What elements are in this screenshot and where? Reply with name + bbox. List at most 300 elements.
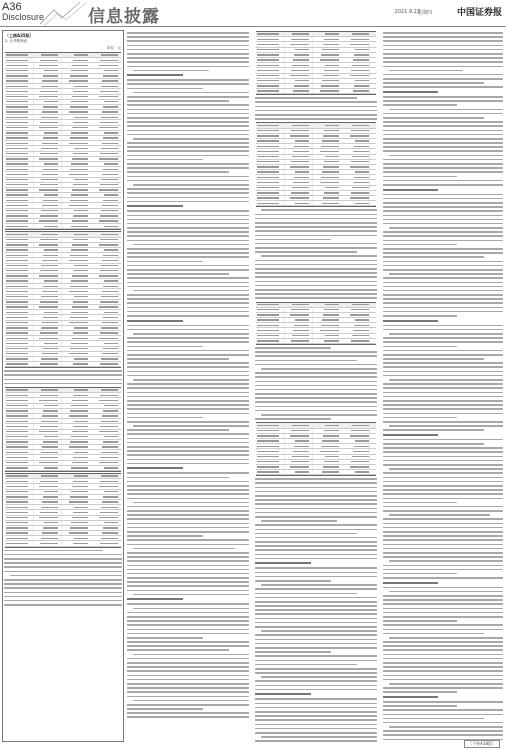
text-line bbox=[383, 150, 503, 152]
text-line bbox=[255, 512, 377, 514]
text-block bbox=[255, 567, 377, 690]
table-cell bbox=[99, 244, 118, 245]
text-line bbox=[255, 597, 377, 599]
table-cell bbox=[73, 301, 88, 302]
text-line bbox=[383, 400, 503, 402]
text-line bbox=[255, 260, 377, 262]
text-line bbox=[255, 97, 357, 99]
text-line bbox=[127, 573, 249, 575]
financial-table bbox=[256, 122, 376, 207]
table-cell bbox=[325, 304, 339, 305]
table-cell bbox=[103, 317, 118, 318]
table-cell bbox=[73, 153, 88, 154]
text-line bbox=[261, 584, 377, 586]
text-block bbox=[383, 32, 503, 88]
table-cell bbox=[257, 182, 279, 183]
table-cell bbox=[41, 327, 58, 328]
text-line bbox=[127, 637, 203, 639]
text-line bbox=[383, 311, 503, 313]
table-cell bbox=[6, 163, 28, 164]
table-cell bbox=[73, 363, 88, 364]
table-cell bbox=[353, 90, 369, 91]
table-cell bbox=[42, 501, 58, 502]
table-cell bbox=[257, 90, 279, 91]
text-line bbox=[4, 571, 122, 573]
table-cell bbox=[104, 163, 118, 164]
table-cell bbox=[99, 275, 118, 276]
text-line bbox=[255, 567, 377, 569]
table-cell bbox=[101, 210, 118, 211]
table-cell bbox=[101, 452, 118, 453]
table-cell bbox=[6, 220, 28, 221]
table-cell bbox=[99, 220, 118, 221]
issue-date: 2021.9.23 bbox=[394, 9, 420, 15]
text-line bbox=[255, 698, 377, 700]
text-line bbox=[383, 142, 503, 144]
text-line bbox=[127, 113, 249, 115]
table-cell bbox=[257, 49, 279, 50]
table-cell bbox=[257, 430, 279, 431]
table-cell bbox=[73, 543, 88, 544]
table-cell bbox=[294, 54, 309, 55]
text-line bbox=[127, 493, 249, 495]
table-cell bbox=[6, 517, 28, 518]
text-line bbox=[383, 404, 503, 406]
table-cell bbox=[41, 296, 58, 297]
sub-heading bbox=[383, 189, 438, 191]
table-cell bbox=[257, 330, 279, 331]
text-line bbox=[255, 239, 331, 241]
table-cell bbox=[42, 415, 58, 416]
table-cell bbox=[6, 184, 28, 185]
table-cell bbox=[6, 54, 28, 55]
table-cell bbox=[74, 538, 88, 539]
text-line bbox=[383, 61, 503, 63]
table-cell bbox=[100, 481, 118, 482]
text-line bbox=[127, 311, 249, 313]
table-cell bbox=[257, 335, 279, 336]
text-line bbox=[255, 626, 377, 628]
table-cell bbox=[295, 319, 309, 320]
table-cell bbox=[6, 158, 28, 159]
table-cell bbox=[6, 491, 28, 492]
table-cell bbox=[6, 137, 28, 138]
table-cell bbox=[39, 244, 58, 245]
sub-heading bbox=[255, 562, 311, 564]
text-line bbox=[255, 668, 377, 670]
text-line bbox=[383, 184, 503, 186]
table-cell bbox=[101, 86, 118, 87]
table-cell bbox=[351, 161, 369, 162]
text-line bbox=[127, 438, 249, 440]
table-row bbox=[5, 466, 121, 471]
decorative-lines-icon bbox=[40, 0, 90, 26]
table-cell bbox=[355, 440, 369, 441]
table-cell bbox=[104, 467, 118, 468]
text-line bbox=[255, 106, 377, 108]
text-line bbox=[127, 481, 249, 483]
text-line bbox=[127, 358, 229, 360]
text-line bbox=[127, 670, 249, 672]
table-cell bbox=[100, 239, 118, 240]
text-line bbox=[255, 393, 377, 395]
table-cell bbox=[293, 151, 309, 152]
text-line bbox=[389, 379, 503, 381]
text-line bbox=[389, 333, 503, 335]
table-cell bbox=[320, 151, 339, 152]
text-line bbox=[127, 629, 249, 631]
table-cell bbox=[71, 70, 88, 71]
table-cell bbox=[322, 203, 339, 204]
text-line bbox=[127, 61, 249, 63]
table-cell bbox=[102, 260, 118, 261]
text-line bbox=[383, 616, 503, 618]
table-row bbox=[256, 423, 376, 428]
table-cell bbox=[39, 400, 58, 401]
table-cell bbox=[290, 435, 309, 436]
text-line bbox=[383, 472, 503, 474]
text-line bbox=[255, 276, 377, 278]
text-line bbox=[383, 282, 503, 284]
table-cell bbox=[104, 491, 118, 492]
text-line bbox=[255, 651, 331, 653]
text-line bbox=[383, 573, 457, 575]
text-line bbox=[133, 654, 249, 656]
table-cell bbox=[69, 415, 88, 416]
text-line bbox=[127, 658, 249, 660]
text-line bbox=[127, 341, 249, 343]
table-cell bbox=[257, 166, 279, 167]
table-cell bbox=[322, 319, 339, 320]
table-cell bbox=[71, 522, 88, 523]
text-line bbox=[383, 523, 503, 525]
text-line bbox=[255, 601, 377, 603]
table-cell bbox=[72, 127, 88, 128]
sub-heading bbox=[127, 598, 183, 600]
table-cell bbox=[100, 153, 118, 154]
table-cell bbox=[40, 270, 58, 271]
table-cell bbox=[6, 543, 28, 544]
text-line bbox=[255, 609, 377, 611]
table-cell bbox=[323, 44, 339, 45]
table-cell bbox=[257, 146, 279, 147]
table-cell bbox=[74, 234, 88, 235]
text-line bbox=[383, 460, 503, 462]
text-line bbox=[127, 433, 249, 435]
table-cell bbox=[71, 132, 88, 133]
table-cell bbox=[71, 343, 88, 344]
text-line bbox=[383, 265, 503, 267]
table-cell bbox=[72, 486, 88, 487]
table-cell bbox=[291, 430, 309, 431]
issue-weekday: 星期四 bbox=[416, 10, 432, 16]
table-cell bbox=[322, 440, 339, 441]
text-line bbox=[4, 374, 122, 376]
table-cell bbox=[42, 80, 58, 81]
table-row bbox=[5, 484, 121, 489]
table-cell bbox=[294, 177, 309, 178]
text-line bbox=[127, 683, 249, 685]
table-cell bbox=[69, 532, 88, 533]
text-line bbox=[255, 660, 377, 662]
table-cell bbox=[325, 65, 339, 66]
text-line bbox=[383, 670, 503, 672]
table-cell bbox=[353, 330, 369, 331]
table-cell bbox=[70, 348, 88, 349]
text-line bbox=[127, 704, 249, 706]
table-cell bbox=[42, 111, 58, 112]
text-line bbox=[383, 235, 503, 237]
table-cell bbox=[42, 446, 58, 447]
text-line bbox=[127, 498, 249, 500]
table-cell bbox=[6, 306, 28, 307]
text-line bbox=[383, 194, 503, 196]
table-cell bbox=[6, 286, 28, 287]
table-row bbox=[256, 449, 376, 454]
text-block bbox=[383, 439, 503, 579]
text-line bbox=[383, 599, 503, 601]
text-line bbox=[127, 83, 249, 85]
text-line bbox=[127, 294, 249, 296]
table-cell bbox=[43, 410, 58, 411]
table-cell bbox=[6, 421, 28, 422]
table-unit: 单位：元 bbox=[107, 46, 121, 50]
table-row bbox=[5, 172, 121, 177]
text-line bbox=[127, 535, 203, 537]
text-line bbox=[127, 180, 249, 182]
table-cell bbox=[257, 75, 279, 76]
text-line bbox=[383, 375, 503, 377]
table-cell bbox=[6, 291, 28, 292]
table-cell bbox=[6, 101, 28, 102]
text-line bbox=[383, 298, 503, 300]
text-line bbox=[127, 679, 249, 681]
table-cell bbox=[257, 451, 279, 452]
table-cell bbox=[6, 467, 28, 468]
text-line bbox=[127, 36, 249, 38]
text-line bbox=[255, 487, 377, 489]
table-cell bbox=[41, 54, 58, 55]
table-cell bbox=[100, 543, 118, 544]
table-cell bbox=[257, 466, 279, 467]
text-line bbox=[383, 649, 503, 651]
text-line bbox=[383, 163, 503, 165]
text-line bbox=[127, 210, 249, 212]
table-cell bbox=[350, 44, 369, 45]
table-cell bbox=[74, 86, 88, 87]
table-cell bbox=[257, 461, 279, 462]
table-cell bbox=[325, 425, 339, 426]
text-line bbox=[261, 255, 377, 257]
text-line bbox=[383, 66, 503, 68]
text-line bbox=[383, 666, 503, 668]
text-line bbox=[127, 624, 249, 626]
table-cell bbox=[6, 270, 28, 271]
table-row bbox=[5, 455, 121, 460]
table-cell bbox=[41, 507, 58, 508]
table-cell bbox=[40, 153, 58, 154]
table-cell bbox=[6, 395, 28, 396]
table-cell bbox=[257, 39, 279, 40]
text-line bbox=[383, 498, 503, 500]
table-cell bbox=[40, 215, 58, 216]
text-block bbox=[255, 97, 377, 120]
text-line bbox=[255, 264, 377, 266]
table-cell bbox=[257, 325, 279, 326]
text-line bbox=[261, 209, 377, 211]
text-line bbox=[255, 593, 357, 595]
text-line bbox=[255, 385, 377, 387]
table-cell bbox=[101, 54, 118, 55]
table-cell bbox=[324, 130, 339, 131]
text-line bbox=[383, 176, 457, 178]
table-cell bbox=[295, 80, 309, 81]
text-line bbox=[133, 608, 249, 610]
table-cell bbox=[39, 306, 58, 307]
table-cell bbox=[99, 96, 118, 97]
table-cell bbox=[99, 517, 118, 518]
text-line bbox=[4, 550, 103, 552]
text-line bbox=[383, 134, 503, 136]
table-cell bbox=[257, 70, 279, 71]
table-cell bbox=[44, 194, 58, 195]
table-cell bbox=[41, 179, 58, 180]
table-cell bbox=[6, 148, 28, 149]
table-cell bbox=[74, 296, 88, 297]
table-cell bbox=[104, 249, 118, 250]
table-cell bbox=[324, 340, 339, 341]
text-line bbox=[127, 130, 249, 132]
table-cell bbox=[99, 306, 118, 307]
text-line bbox=[127, 392, 249, 394]
text-line bbox=[127, 329, 249, 331]
table-cell bbox=[6, 322, 28, 323]
table-cell bbox=[354, 54, 369, 55]
text-line bbox=[127, 612, 249, 614]
table-cell bbox=[69, 111, 88, 112]
table-cell bbox=[43, 527, 58, 528]
text-line bbox=[383, 387, 503, 389]
text-line bbox=[383, 302, 503, 304]
table-cell bbox=[291, 161, 309, 162]
text-line bbox=[383, 502, 457, 504]
table-cell bbox=[6, 527, 28, 528]
table-cell bbox=[6, 239, 28, 240]
table-cell bbox=[290, 135, 309, 136]
text-line bbox=[255, 554, 377, 556]
text-line bbox=[127, 396, 249, 398]
table-cell bbox=[74, 389, 88, 390]
table-cell bbox=[6, 91, 28, 92]
sub-heading bbox=[383, 582, 438, 584]
sub-heading bbox=[383, 696, 438, 698]
text-block bbox=[383, 194, 503, 317]
table-cell bbox=[292, 335, 309, 336]
text-line bbox=[383, 718, 484, 720]
text-line bbox=[127, 577, 249, 579]
text-line bbox=[255, 622, 377, 624]
text-line bbox=[389, 155, 503, 157]
table-cell bbox=[352, 304, 369, 305]
table-cell bbox=[39, 517, 58, 518]
table-cell bbox=[43, 255, 58, 256]
table-cell bbox=[6, 507, 28, 508]
text-line bbox=[255, 243, 377, 245]
table-cell bbox=[102, 501, 118, 502]
text-line bbox=[383, 477, 503, 479]
table-cell bbox=[39, 338, 58, 339]
text-line bbox=[127, 121, 249, 123]
table-cell bbox=[321, 177, 339, 178]
text-line bbox=[127, 100, 229, 102]
text-line bbox=[389, 70, 463, 72]
text-line bbox=[127, 215, 249, 217]
sub-heading bbox=[383, 434, 438, 436]
table-cell bbox=[104, 70, 118, 71]
text-line bbox=[383, 307, 503, 309]
table-cell bbox=[257, 135, 279, 136]
text-line bbox=[383, 535, 503, 537]
text-line bbox=[127, 337, 249, 339]
table-cell bbox=[6, 532, 28, 533]
text-line bbox=[133, 333, 249, 335]
table-cell bbox=[43, 200, 58, 201]
table-cell bbox=[257, 425, 279, 426]
text-line bbox=[127, 620, 249, 622]
table-cell bbox=[6, 127, 28, 128]
table-cell bbox=[44, 312, 58, 313]
table-cell bbox=[73, 481, 88, 482]
table-cell bbox=[320, 451, 339, 452]
text-line bbox=[255, 508, 377, 510]
table-cell bbox=[69, 205, 88, 206]
text-line bbox=[383, 362, 503, 364]
sub-heading bbox=[127, 320, 183, 322]
text-line bbox=[261, 676, 377, 678]
table-cell bbox=[6, 475, 28, 476]
table-cell bbox=[39, 275, 58, 276]
text-line bbox=[383, 481, 503, 483]
table-cell bbox=[71, 467, 88, 468]
table-cell bbox=[6, 210, 28, 211]
text-line bbox=[127, 590, 249, 592]
table-cell bbox=[101, 296, 118, 297]
table-cell bbox=[69, 143, 88, 144]
table-cell bbox=[257, 85, 279, 86]
table-cell bbox=[290, 314, 309, 315]
table-row bbox=[5, 238, 121, 243]
table-cell bbox=[6, 249, 28, 250]
text-line bbox=[127, 176, 249, 178]
text-line bbox=[127, 675, 249, 677]
table-cell bbox=[103, 200, 118, 201]
text-line bbox=[383, 49, 503, 51]
table-cell bbox=[39, 431, 58, 432]
table-cell bbox=[72, 220, 88, 221]
table-cell bbox=[73, 215, 88, 216]
continued-from-label: （上接A35版） bbox=[5, 33, 34, 38]
table-row bbox=[256, 89, 376, 94]
table-cell bbox=[6, 132, 28, 133]
table-row bbox=[256, 429, 376, 434]
table-cell bbox=[42, 291, 58, 292]
text-block bbox=[127, 325, 249, 465]
table-cell bbox=[351, 70, 369, 71]
text-line bbox=[255, 618, 377, 620]
table-cell bbox=[354, 85, 369, 86]
text-line bbox=[127, 325, 249, 327]
text-line bbox=[127, 256, 249, 258]
